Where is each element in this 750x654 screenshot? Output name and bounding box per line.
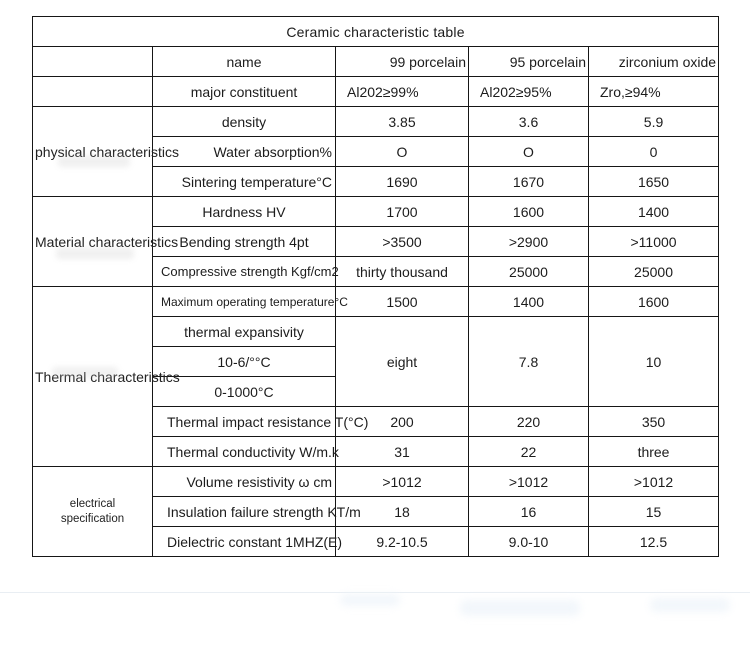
row-volume-resistivity	[33, 467, 719, 497]
row-max-operating-temperature	[33, 287, 719, 317]
value-density-95: 3.6	[469, 107, 589, 137]
watermark-smudge	[340, 594, 400, 606]
header-name: name	[153, 47, 336, 77]
value-expansivity-zro: 10	[589, 317, 719, 407]
label-insulation-failure: Insulation failure strength KT/m	[153, 497, 336, 527]
value-insulation-95: 16	[469, 497, 589, 527]
value-dielectric-95: 9.0-10	[469, 527, 589, 557]
group-thermal-characteristics: Thermal characteristics	[33, 287, 153, 467]
ghost-artifact	[56, 248, 134, 259]
value-impact-zro: 350	[589, 407, 719, 437]
value-resistivity-zro: >1012	[589, 467, 719, 497]
label-compressive-strength: Compressive strength Kgf/cm2	[153, 257, 336, 287]
value-insulation-99: 18	[336, 497, 469, 527]
group-material-characteristics: Material characteristics	[33, 197, 153, 287]
value-max-temp-99: 1500	[336, 287, 469, 317]
watermark-smudge	[650, 598, 730, 612]
group-cell-empty-2	[33, 77, 153, 107]
label-water-absorption: Water absorption%	[153, 137, 336, 167]
value-impact-99: 200	[336, 407, 469, 437]
value-density-zro: 5.9	[589, 107, 719, 137]
value-major-constituent-95: Al202≥95%	[469, 77, 589, 107]
ghost-artifact	[52, 367, 118, 378]
value-sintering-zro: 1650	[589, 167, 719, 197]
value-hardness-zro: 1400	[589, 197, 719, 227]
group-electrical-line2: specification	[60, 512, 125, 525]
label-dielectric-constant: Dielectric constant 1MHZ(E)	[153, 527, 336, 557]
header-row	[33, 47, 719, 77]
value-dielectric-99: 9.2-10.5	[336, 527, 469, 557]
value-hardness-99: 1700	[336, 197, 469, 227]
label-thermal-conductivity: Thermal conductivity W/m.k	[153, 437, 336, 467]
label-expansivity-unit: 10-6/°°C	[153, 347, 336, 377]
value-compressive-95: 25000	[469, 257, 589, 287]
group-electrical-line1: electrical	[69, 497, 116, 510]
label-thermal-expansivity: thermal expansivity	[153, 317, 336, 347]
label-expansivity-range: 0-1000°C	[153, 377, 336, 407]
label-density: density	[153, 107, 336, 137]
row-hardness	[33, 197, 719, 227]
value-conductivity-zro: three	[589, 437, 719, 467]
label-volume-resistivity: Volume resistivity ω cm	[153, 467, 336, 497]
value-water-absorption-99: O	[336, 137, 469, 167]
label-bending-strength: Bending strength 4pt	[153, 227, 336, 257]
value-hardness-95: 1600	[469, 197, 589, 227]
group-cell-empty-1	[33, 47, 153, 77]
value-major-constituent-zro: Zro,≥94%	[589, 77, 719, 107]
bottom-divider-line	[0, 592, 750, 593]
value-resistivity-95: >1012	[469, 467, 589, 497]
table-title: Ceramic characteristic table	[33, 17, 719, 47]
value-max-temp-zro: 1600	[589, 287, 719, 317]
ghost-artifact	[58, 156, 130, 167]
group-electrical-specification	[33, 467, 153, 557]
value-water-absorption-95: O	[469, 137, 589, 167]
value-impact-95: 220	[469, 407, 589, 437]
value-resistivity-99: >1012	[336, 467, 469, 497]
label-thermal-impact: Thermal impact resistance T(°C)	[153, 407, 336, 437]
row-density	[33, 107, 719, 137]
value-bending-95: >2900	[469, 227, 589, 257]
header-95-porcelain: 95 porcelain	[469, 47, 589, 77]
value-sintering-99: 1690	[336, 167, 469, 197]
value-density-99: 3.85	[336, 107, 469, 137]
value-water-absorption-zro: 0	[589, 137, 719, 167]
value-major-constituent-99: Al202≥99%	[336, 77, 469, 107]
header-99-porcelain: 99 porcelain	[336, 47, 469, 77]
group-physical-characteristics: physical characteristics	[33, 107, 153, 197]
value-compressive-99: thirty thousand	[336, 257, 469, 287]
watermark-smudge	[460, 600, 580, 616]
value-conductivity-95: 22	[469, 437, 589, 467]
value-bending-99: >3500	[336, 227, 469, 257]
label-max-operating-temperature: Maximum operating temperature°C	[153, 287, 336, 317]
header-zirconium-oxide: zirconium oxide	[589, 47, 719, 77]
label-sintering-temperature: Sintering temperature°C	[153, 167, 336, 197]
value-expansivity-95: 7.8	[469, 317, 589, 407]
value-expansivity-99: eight	[336, 317, 469, 407]
value-conductivity-99: 31	[336, 437, 469, 467]
ceramic-characteristic-table	[32, 16, 719, 557]
label-major-constituent: major constituent	[153, 77, 336, 107]
value-dielectric-zro: 12.5	[589, 527, 719, 557]
value-compressive-zro: 25000	[589, 257, 719, 287]
value-sintering-95: 1670	[469, 167, 589, 197]
value-insulation-zro: 15	[589, 497, 719, 527]
row-major-constituent	[33, 77, 719, 107]
value-max-temp-95: 1400	[469, 287, 589, 317]
label-hardness: Hardness HV	[153, 197, 336, 227]
value-bending-zro: >11000	[589, 227, 719, 257]
